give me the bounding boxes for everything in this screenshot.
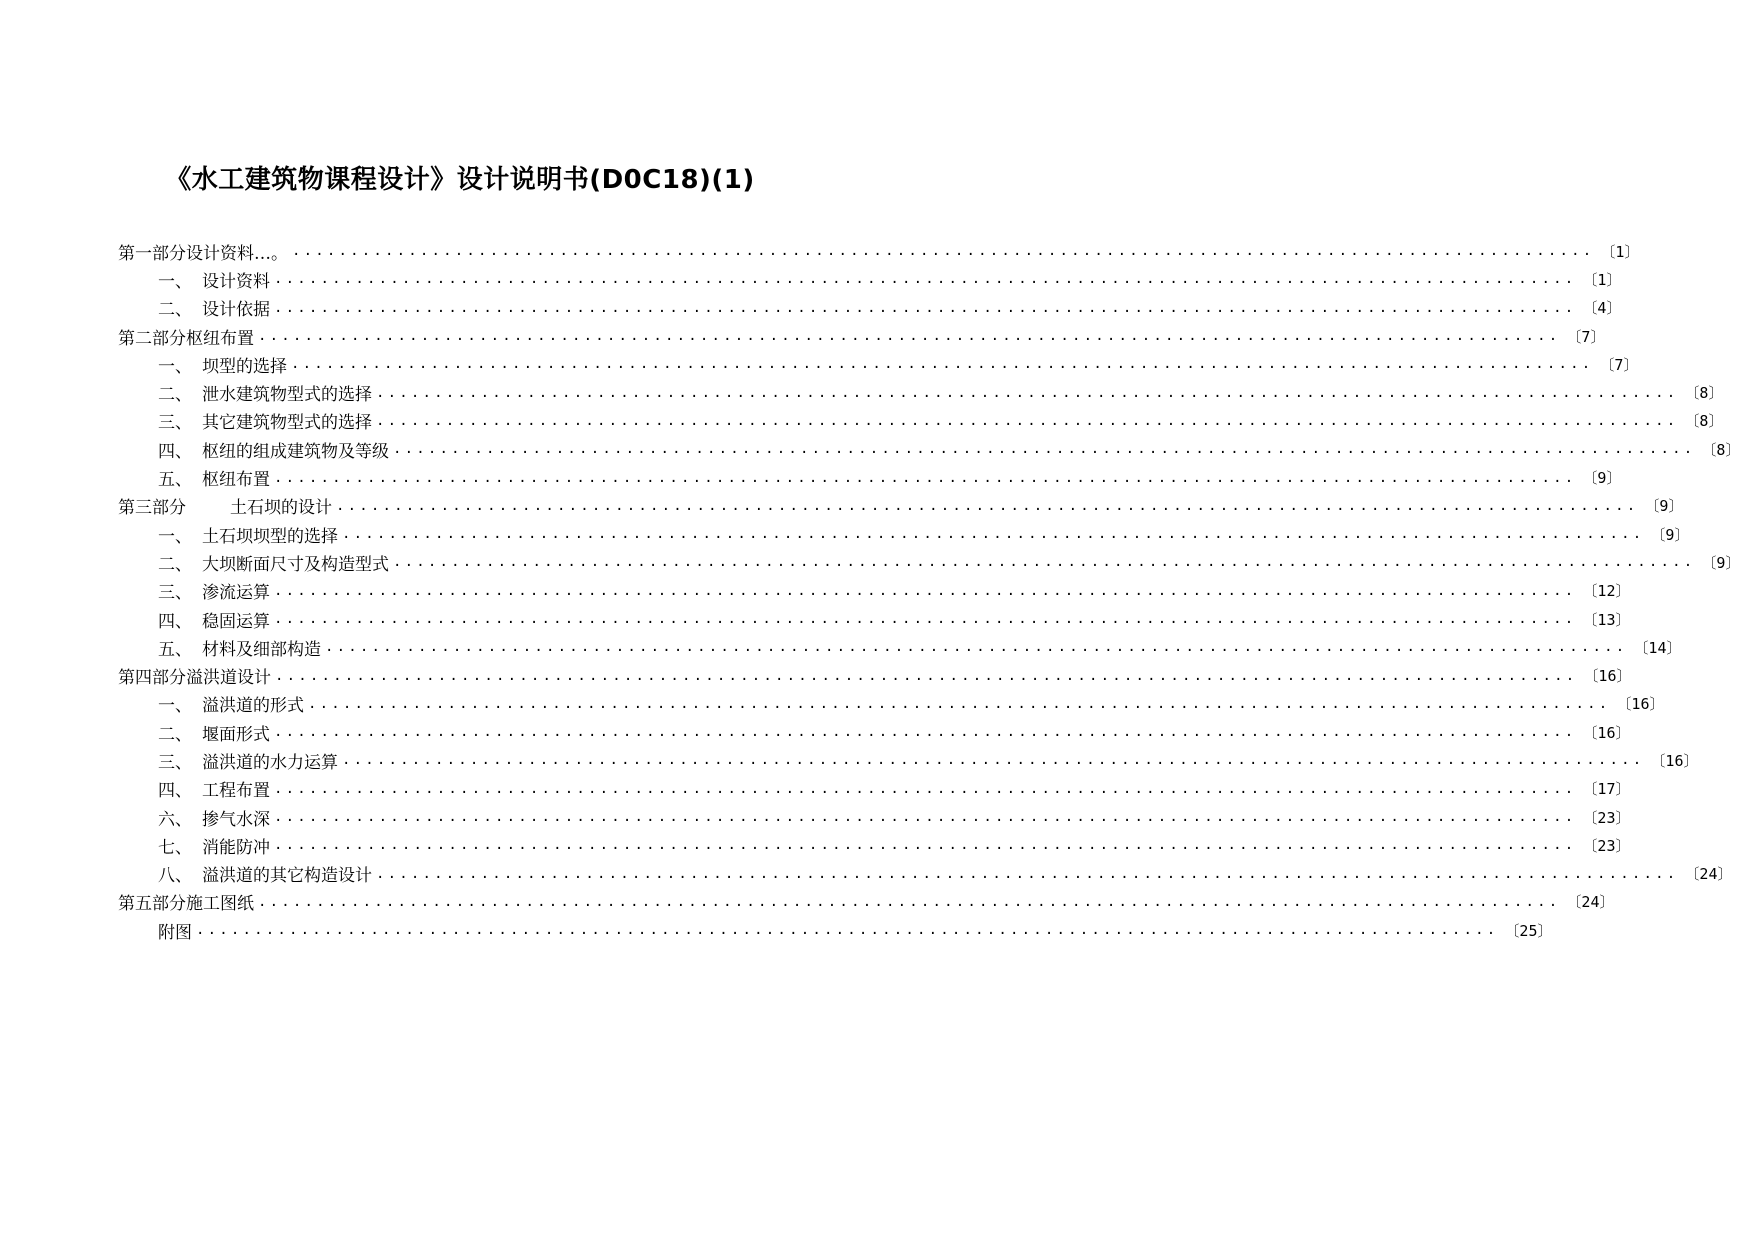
dot-leader: ................................................................................................................: [258, 893, 1561, 910]
dot-leader: ................................................................................................................: [274, 469, 1577, 486]
toc-entry-1-1[interactable]: [118, 265, 1622, 293]
toc-entry-appendix[interactable]: [118, 916, 1553, 944]
toc-entry-number: 一、: [158, 271, 192, 292]
toc-entry-number: 三、: [158, 752, 192, 773]
toc-entry-number: 一、: [158, 356, 192, 377]
dot-leader: ................................................................................................................: [258, 328, 1561, 345]
toc-entry-title: 溢洪道的其它构造设计: [202, 866, 372, 887]
dot-leader: ................................................................................................................: [274, 780, 1577, 797]
toc-entry-page: 〔23〕: [1582, 808, 1631, 827]
toc-entry-page: 〔16〕: [1583, 667, 1632, 686]
toc-entry-4-1[interactable]: [118, 690, 1665, 718]
toc-entry-number: 二、: [158, 300, 192, 321]
dot-leader: ................................................................................................................: [393, 554, 1696, 571]
dot-leader: ................................................................................................................: [274, 724, 1577, 741]
toc-entry-number: 八、: [158, 866, 192, 887]
toc-entry-label: [158, 607, 270, 632]
toc-entry-number: 六、: [158, 809, 192, 830]
toc-entry-page: 〔13〕: [1582, 610, 1631, 629]
toc-entry-3-3[interactable]: [118, 577, 1631, 605]
table-of-contents: [118, 237, 1740, 944]
dot-leader: ................................................................................................................: [376, 412, 1679, 429]
dot-leader: ................................................................................................................: [274, 271, 1577, 288]
toc-entry-page: 〔1〕: [1600, 242, 1640, 261]
toc-entry-label: [158, 522, 338, 547]
toc-entry-1-2[interactable]: [118, 294, 1622, 322]
toc-entry-title: 消能防冲: [202, 837, 270, 858]
toc-entry-page: 〔4〕: [1582, 299, 1622, 318]
toc-entry-title: 附图: [158, 922, 192, 943]
toc-entry-page: 〔1〕: [1582, 270, 1622, 289]
dot-leader: ................................................................................................................: [274, 582, 1577, 599]
toc-entry-title: 堰面形式: [202, 724, 270, 745]
dot-leader: ................................................................................................................: [275, 667, 1578, 684]
toc-entry-page: 〔16〕: [1650, 751, 1699, 770]
toc-entry-part-4[interactable]: [118, 661, 1632, 689]
toc-entry-page: 〔8〕: [1684, 384, 1724, 403]
toc-entry-label: [158, 295, 270, 320]
toc-entry-title: 泄水建筑物型式的选择: [202, 385, 372, 406]
toc-entry-title: 大坝断面尺寸及构造型式: [202, 554, 389, 575]
dot-leader: ................................................................................................................: [376, 384, 1679, 401]
toc-entry-label: [158, 776, 270, 801]
toc-entry-label: [158, 352, 287, 377]
toc-entry-number: 第三部分: [118, 498, 186, 519]
toc-entry-title: 设计资料: [202, 271, 270, 292]
dot-leader: ................................................................................................................: [342, 752, 1645, 769]
dot-leader: ................................................................................................................: [274, 809, 1577, 826]
toc-entry-number: 七、: [158, 837, 192, 858]
toc-entry-4-6[interactable]: [118, 803, 1631, 831]
toc-entry-page: 〔17〕: [1582, 780, 1631, 799]
toc-entry-label: [118, 493, 332, 518]
toc-entry-number: 二、: [158, 724, 192, 745]
toc-entry-title: 渗流运算: [202, 583, 270, 604]
dot-leader: ................................................................................................................: [274, 299, 1577, 316]
toc-entry-label: [158, 748, 338, 773]
toc-entry-title: 稳固运算: [202, 611, 270, 632]
toc-entry-label: [158, 408, 372, 433]
toc-entry-part-5[interactable]: [118, 888, 1615, 916]
toc-entry-label: [158, 833, 270, 858]
dot-leader: ................................................................................................................: [336, 497, 1639, 514]
toc-entry-number: 五、: [158, 639, 192, 660]
toc-entry-4-8[interactable]: [118, 860, 1733, 888]
toc-entry-2-4[interactable]: [118, 435, 1740, 463]
toc-entry-number: 二、: [158, 385, 192, 406]
toc-entry-title: 设计依据: [202, 300, 270, 321]
dot-leader: ................................................................................................................: [308, 695, 1611, 712]
toc-entry-3-5[interactable]: [118, 633, 1682, 661]
toc-entry-title: 掺气水深: [202, 809, 270, 830]
toc-entry-page: 〔16〕: [1616, 695, 1665, 714]
dot-leader: ................................................................................................................: [376, 865, 1679, 882]
toc-entry-label: [158, 465, 270, 490]
toc-entry-page: 〔7〕: [1566, 327, 1606, 346]
toc-entry-page: 〔9〕: [1650, 525, 1690, 544]
toc-entry-2-3[interactable]: [118, 407, 1724, 435]
toc-entry-page: 〔12〕: [1582, 582, 1631, 601]
toc-entry-title: 工程布置: [202, 781, 270, 802]
toc-entry-4-3[interactable]: [118, 746, 1699, 774]
toc-entry-number: 四、: [158, 441, 192, 462]
dot-leader: ................................................................................................................: [292, 243, 1595, 260]
dot-leader: ................................................................................................................: [274, 837, 1577, 854]
toc-entry-label: [158, 720, 270, 745]
toc-entry-label: [118, 324, 254, 349]
toc-entry-label: [158, 267, 270, 292]
dot-leader: ................................................................................................................: [342, 526, 1645, 543]
toc-entry-part-1[interactable]: [118, 237, 1640, 265]
toc-entry-title: 第五部分施工图纸: [118, 894, 254, 915]
toc-entry-title: 第四部分溢洪道设计: [118, 668, 271, 689]
toc-entry-4-2[interactable]: [118, 718, 1631, 746]
dot-leader: ................................................................................................................: [291, 356, 1594, 373]
toc-entry-label: [158, 437, 389, 462]
toc-entry-page: 〔9〕: [1701, 553, 1740, 572]
toc-entry-title: 枢纽布置: [202, 470, 270, 491]
toc-entry-page: 〔16〕: [1582, 723, 1631, 742]
toc-entry-label: [158, 805, 270, 830]
toc-entry-page: 〔8〕: [1684, 412, 1724, 431]
toc-entry-label: [118, 889, 254, 914]
toc-entry-label: [158, 861, 372, 886]
toc-entry-number: 三、: [158, 583, 192, 604]
toc-entry-page: 〔9〕: [1582, 469, 1622, 488]
toc-entry-number: 四、: [158, 781, 192, 802]
toc-entry-number: 一、: [158, 526, 192, 547]
toc-entry-2-1[interactable]: [118, 350, 1639, 378]
toc-entry-label: [158, 578, 270, 603]
toc-entry-4-4[interactable]: [118, 775, 1631, 803]
toc-entry-4-7[interactable]: [118, 831, 1631, 859]
toc-entry-3-4[interactable]: [118, 605, 1631, 633]
toc-entry-label: [118, 663, 271, 688]
toc-entry-title: 第一部分设计资料…。: [118, 243, 288, 264]
toc-entry-number: 五、: [158, 470, 192, 491]
toc-entry-number: 三、: [158, 413, 192, 434]
dot-leader: ................................................................................................................: [325, 639, 1628, 656]
toc-entry-page: 〔7〕: [1599, 355, 1639, 374]
toc-entry-title: 枢纽的组成建筑物及等级: [202, 441, 389, 462]
toc-entry-label: [158, 691, 304, 716]
toc-entry-page: 〔24〕: [1684, 865, 1733, 884]
toc-entry-2-5[interactable]: [118, 463, 1622, 491]
toc-entry-number: 四、: [158, 611, 192, 632]
toc-entry-title: 第二部分枢纽布置: [118, 328, 254, 349]
toc-entry-page: 〔25〕: [1504, 921, 1553, 940]
toc-entry-2-2[interactable]: [118, 378, 1724, 406]
toc-entry-3-1[interactable]: [118, 520, 1690, 548]
toc-entry-page: 〔9〕: [1644, 497, 1684, 516]
dot-leader: ................................................................................................................: [393, 441, 1696, 458]
toc-entry-title: 材料及细部构造: [202, 639, 321, 660]
toc-entry-title: 溢洪道的形式: [202, 696, 304, 717]
dot-leader: ................................................................................................................: [196, 922, 1499, 939]
toc-entry-label: [158, 635, 321, 660]
dot-leader: ................................................................................................................: [274, 611, 1577, 627]
toc-entry-page: 〔14〕: [1633, 638, 1682, 657]
toc-entry-page: 〔24〕: [1566, 893, 1615, 912]
toc-entry-page: 〔23〕: [1582, 836, 1631, 855]
toc-entry-part-3[interactable]: [118, 492, 1684, 520]
document-title: 《水工建筑物课程设计》设计说明书(D0C18)(1): [165, 165, 755, 195]
toc-entry-part-2[interactable]: [118, 322, 1606, 350]
toc-entry-label: [158, 550, 389, 575]
toc-entry-title: 溢洪道的水力运算: [202, 752, 338, 773]
toc-entry-label: [158, 380, 372, 405]
toc-entry-number: 二、: [158, 554, 192, 575]
toc-entry-3-2[interactable]: [118, 548, 1740, 576]
toc-entry-page: 〔8〕: [1701, 440, 1740, 459]
toc-entry-title: 坝型的选择: [202, 356, 287, 377]
toc-entry-label: [118, 239, 288, 264]
toc-entry-number: 一、: [158, 696, 192, 717]
toc-entry-title: 其它建筑物型式的选择: [202, 413, 372, 434]
toc-entry-title: 土石坝的设计: [230, 498, 332, 519]
toc-entry-label: [158, 918, 192, 943]
toc-entry-title: 土石坝坝型的选择: [202, 526, 338, 547]
